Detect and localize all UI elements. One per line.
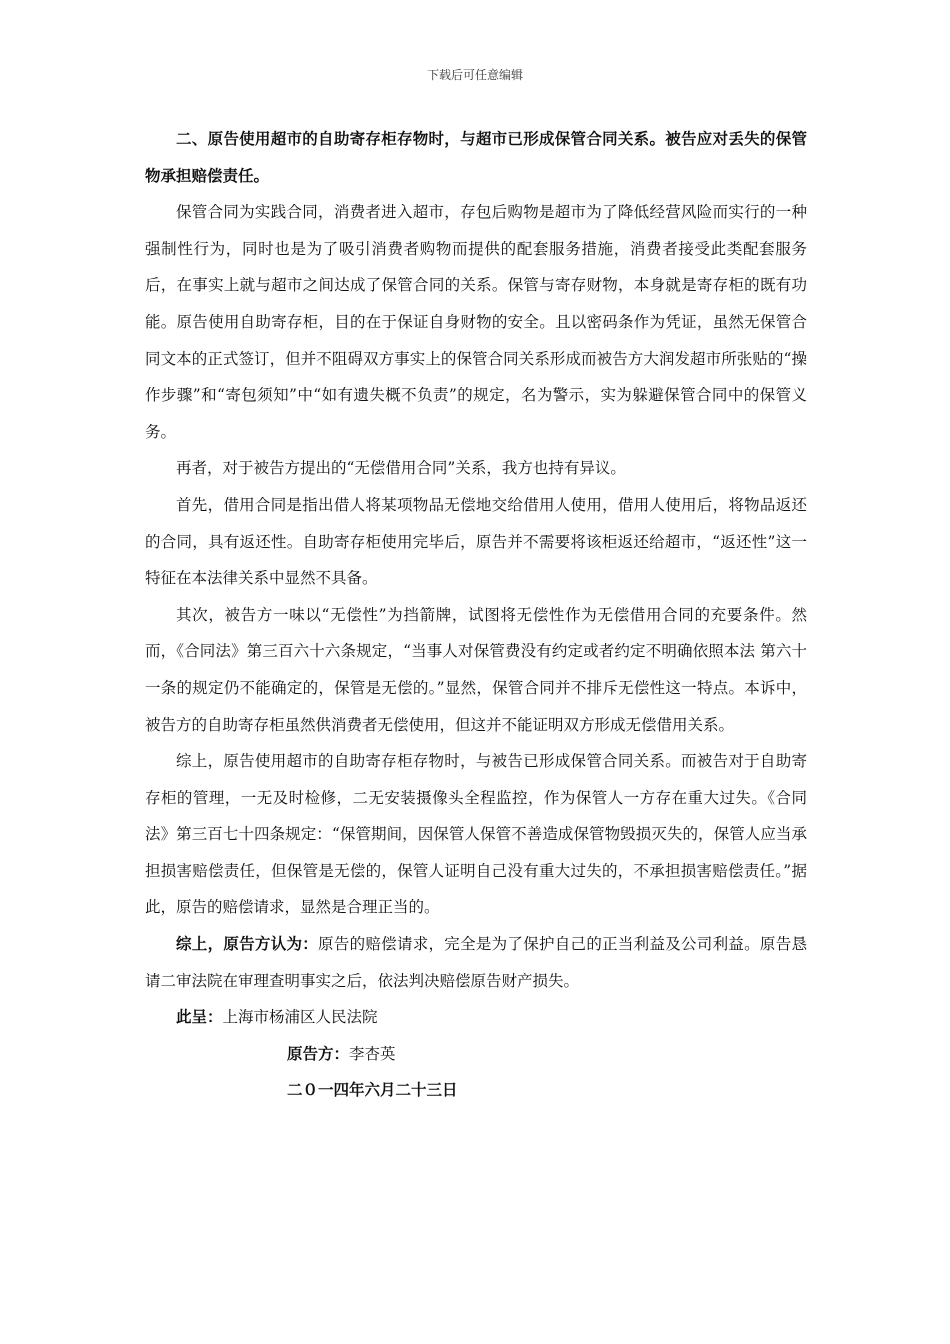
- plaintiff-signature: [145, 1036, 807, 1073]
- section-heading: 二、原告使用超市的自助寄存柜存物时，与超市已形成保管合同关系。被告应对丢失的保管物承担赔偿责任。: [145, 130, 807, 185]
- paragraph-objection: 再者，对于被告方提出的“无偿借用合同”关系，我方也持有异议。: [176, 459, 626, 478]
- page-header: [0, 66, 950, 83]
- paragraph-custody-contract: 保管合同为实践合同，消费者进入超市，存包后购物是超市为了降低经营风险而实行的一种强制性行为，同时也是为了吸引消费者购物而提供的配套服务措施，消费者接受此类配套服务后，在事实上就与超市之间达成了保管合同的关系。保管与寄存财物，本身就是寄存柜的既有功能。原告使用自助寄存柜，目的在于保证自身财物的安全。且以密码条作为凭证，虽然无保管合同文本的正式签订，但并不阻碍双方事实上的保管合同关系形成而被告方大润发超市所张贴的“操作步骤”和“寄包须知”中“如有遗失概不负责”的规定，名为警示，实为躲避保管合同中的保管义务。: [145, 203, 807, 441]
- paragraph-second-point: 其次，被告方一味以“无偿性”为挡箭牌，试图将无偿性作为无偿借用合同的充要条件。然而，《合同法》第三百六十六条规定，“当事人对保管费没有约定或者约定不明确依照本法 第六十一条的规定仍不能确定的，保管是无偿的。”显然，保管合同并不排斥无偿性这一特点。本诉中，被告方的自助寄存柜虽然供消费者无偿使用，但这并不能证明双方形成无偿借用关系。: [145, 605, 807, 734]
- submit-to-line: [145, 999, 807, 1036]
- conclusion-text: 原告的赔偿请求，完全是为了保护自己的正当利益及公司利益。原告恳请二审法院在审理查明事实之后，依法判决赔偿原告财产损失。: [145, 935, 807, 990]
- document-date: 二０一四年六月二十三日: [287, 1081, 458, 1100]
- paragraph-first-point: 首先，借用合同是指出借人将某项物品无偿地交给借用人使用，借用人使用后，将物品返还的合同，具有返还性。自助寄存柜使用完毕后，原告并不需要将该柜返还给超市，“返还性”这一特征在本法律关系中显然不具备。: [145, 495, 807, 588]
- paragraph-summary: 综上，原告使用超市的自助寄存柜存物时，与被告已形成保管合同关系。而被告对于自助寄存柜的管理，一无及时检修，二无安装摄像头全程监控，作为保管人一方存在重大过失。《合同法》第三百七十四条规定：“保管期间，因保管人保管不善造成保管物毁损灭失的，保管人应当承担损害赔偿责任，但保管是无偿的，保管人证明自己没有重大过失的，不承担损害赔偿责任。”据此，原告的赔偿请求，显然是合理正当的。: [145, 752, 807, 917]
- submit-to-court: 上海市杨浦区人民法院: [222, 1008, 378, 1027]
- plaintiff-name: 李杏英: [349, 1044, 396, 1063]
- paragraph-conclusion: [145, 926, 807, 999]
- document-body: [145, 121, 807, 1109]
- conclusion-label: 综上，原告方认为：: [176, 935, 319, 954]
- submit-to-label: 此呈：: [176, 1008, 223, 1027]
- header-text: 下载后可任意编辑: [426, 68, 523, 82]
- plaintiff-label: 原告方：: [287, 1044, 350, 1063]
